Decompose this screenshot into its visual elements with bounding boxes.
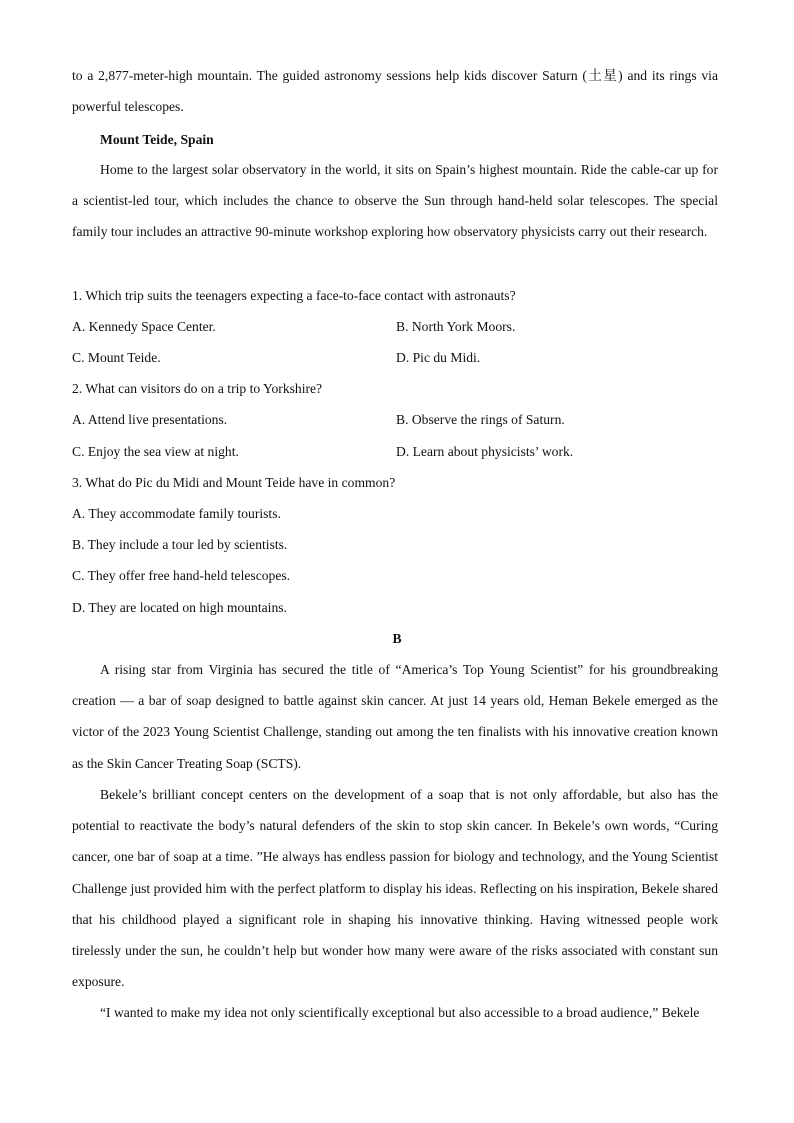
question-1-option-c: C. Mount Teide. <box>72 350 161 365</box>
passage-b-label: B <box>392 631 402 646</box>
question-3-option-b: B. They include a tour led by scientists. <box>72 537 288 552</box>
question-2-option-d: D. Learn about physicists’ work. <box>396 444 574 459</box>
question-2-option-c: C. Enjoy the sea view at night. <box>72 444 239 459</box>
passage-b-paragraph-2: Bekele’s brilliant concept centers on the development of a soap that is not only affordable, but also has the potential to reactivate the body’s natural defenders of the skin to stop skin cancer. In Bekele’s own words, “Curing cancer, one bar of soap at a time. ”He always has endless passion for biology and technology, and the Young Scientist Challenge just provided him with the perfect platform to display his ideas. Reflecting on his inspiration, Bekele shared that his childhood played a significant role in shaping his innovative thinking. Having witnessed people work tirelessly under the sun, he couldn’t help but wonder how many were aware of the risks associated with constant sun exposure. <box>72 787 718 990</box>
question-1-option-d: D. Pic du Midi. <box>396 350 481 365</box>
question-2-option-a: A. Attend live presentations. <box>72 412 228 427</box>
question-3-option-a: A. They accommodate family tourists. <box>72 506 281 521</box>
question-3-option-d: D. They are located on high mountains. <box>72 600 287 615</box>
teide-paragraph: Home to the largest solar observatory in the world, it sits on Spain’s highest mountain. Ride the cable-car up for a scientist-led tour, which includes the chance to observe the Sun through hand-held solar telescopes. The special family tour includes an attractive 90-minute workshop exploring how observatory physicists carry out their research. <box>72 162 718 240</box>
question-1-option-b: B. North York Moors. <box>396 319 516 334</box>
question-1-stem: 1. Which trip suits the teenagers expecting a face-to-face contact with astronauts? <box>72 288 516 303</box>
question-2-option-b: B. Observe the rings of Saturn. <box>396 412 565 427</box>
question-3-option-c: C. They offer free hand-held telescopes. <box>72 568 291 583</box>
passage-b-paragraph-3: “I wanted to make my idea not only scientifically exceptional but also accessible to a broad audience,” Bekele <box>100 1005 700 1020</box>
question-2-stem: 2. What can visitors do on a trip to Yorkshire? <box>72 381 323 396</box>
question-3-stem: 3. What do Pic du Midi and Mount Teide have in common? <box>72 475 396 490</box>
passage-b-paragraph-1: A rising star from Virginia has secured the title of “America’s Top Young Scientist” for his groundbreaking creation — a bar of soap designed to battle against skin cancer. At just 14 years old, Heman Bekele emerged as the victor of the 2023 Young Scientist Challenge, standing out among the ten finalists with his innovative creation known as the Skin Cancer Treating Soap (SCTS). <box>72 662 718 771</box>
passage-a-intro-tail: to a 2,877-meter-high mountain. The guided astronomy sessions help kids discover Saturn (土星) and its rings via powerful telescopes. <box>72 68 718 115</box>
question-1-option-a: A. Kennedy Space Center. <box>72 319 216 334</box>
teide-heading: Mount Teide, Spain <box>100 132 214 147</box>
